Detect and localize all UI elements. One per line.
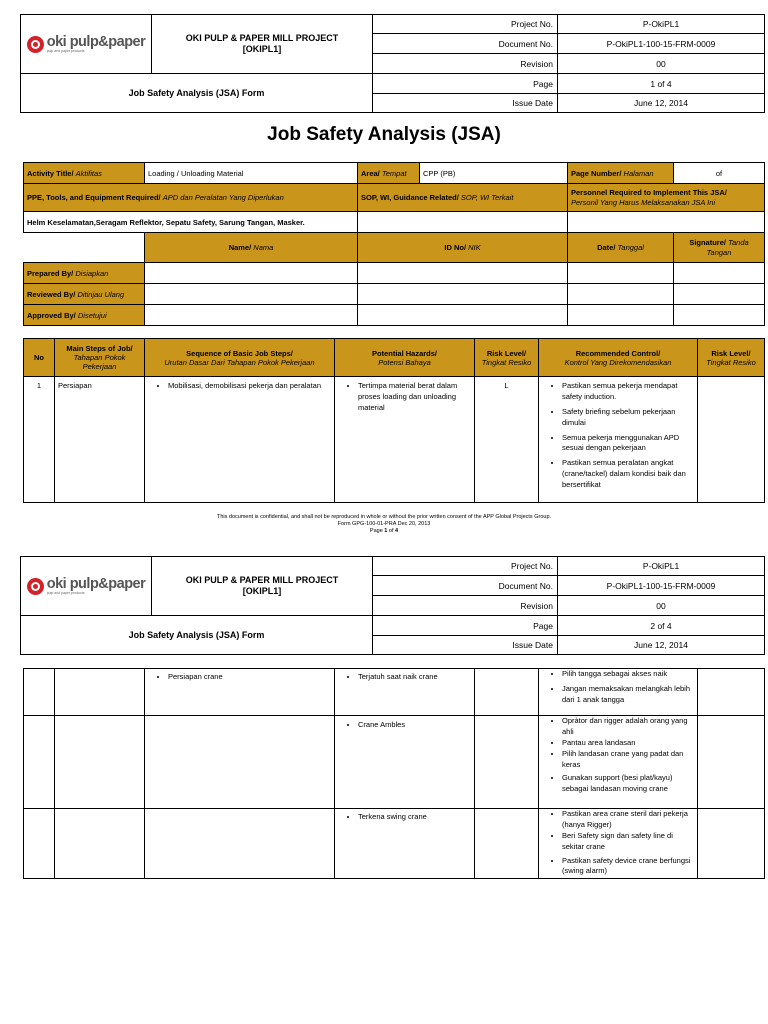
form-title: Job Safety Analysis (JSA) Form — [21, 74, 373, 113]
form-title: Job Safety Analysis (JSA) Form — [21, 616, 373, 655]
col-main-steps-header: Main Steps of Job/ Tahapan Pokok Pekerjaan — [55, 339, 145, 377]
sop-value — [358, 212, 568, 233]
reviewed-name — [145, 284, 358, 305]
project-no-label: Project No. — [373, 15, 558, 34]
approved-date — [568, 305, 674, 326]
list-item: • Persiapan crane — [168, 672, 331, 683]
row-main-step — [55, 809, 145, 879]
list-item: • Pastikan semua pekerja mendapat safety induction. — [562, 381, 694, 403]
ppe-label: PPE, Tools, and Equipment Required/ APD dan Peralatan Yang Diperlukan — [24, 184, 358, 212]
document-no-label: Document No. — [373, 34, 558, 54]
logo-name: oki pulp&paper — [46, 575, 146, 592]
row-risk2 — [698, 377, 765, 503]
col-risk2-header: Risk Level/ Tingkat Resiko — [698, 339, 765, 377]
approved-id — [358, 305, 568, 326]
row-hazards — [335, 716, 475, 809]
list-item: • Pilih tangga sebagai akses naik — [562, 669, 694, 680]
approved-signature — [674, 305, 765, 326]
project-code: [OKIPL1] — [242, 44, 282, 54]
revision-label: Revision — [373, 54, 558, 74]
project-no-label: Project No. — [373, 557, 558, 576]
page-footer — [0, 514, 768, 535]
row-risk2 — [698, 809, 765, 879]
prepared-signature — [674, 263, 765, 284]
row-risk — [475, 716, 539, 809]
logo-name: oki pulp&paper — [46, 33, 146, 50]
ppe-value: Helm Keselamatan,Seragam Reflektor, Sepatu Safety, Sarung Tangan, Masker. — [24, 212, 358, 233]
row-no — [24, 669, 55, 716]
jsa-steps-table — [23, 338, 765, 503]
row-controls — [539, 377, 698, 503]
issue-date-label: Issue Date — [373, 636, 558, 655]
activity-title-label: Activity Title/ Aktifitas — [24, 163, 145, 184]
area-label: Area/ Tempat — [358, 163, 420, 184]
project-no-value: P-OkiPL1 — [558, 15, 765, 34]
table-row — [24, 809, 765, 879]
row-no — [24, 809, 55, 879]
jsa-steps-table-continued — [23, 668, 765, 879]
company-logo — [21, 15, 152, 74]
row-main-step — [55, 716, 145, 809]
col-sequence-header: Sequence of Basic Job Steps/ Urutan Dasar Dari Tahapan Pokok Pekerjaan — [145, 339, 335, 377]
reviewed-signature — [674, 284, 765, 305]
row-sequence — [145, 669, 335, 716]
row-controls — [539, 669, 698, 716]
list-item: • Pantau area landasan — [562, 738, 694, 749]
row-risk2 — [698, 716, 765, 809]
col-control-header: Recommended Control/ Kontrol Yang Direkomendasikan — [539, 339, 698, 377]
document-no-value: P-OkiPL1-100-15-FRM-0009 — [558, 34, 765, 54]
prepared-date — [568, 263, 674, 284]
project-code: [OKIPL1] — [242, 586, 282, 596]
list-item: • Crane Ambles — [358, 720, 471, 731]
list-item: • Beri Safety sign dan safety line di sekitar crane — [562, 831, 694, 853]
activity-title-value: Loading / Unloading Material — [145, 163, 358, 184]
page1-header — [20, 14, 765, 113]
form-reference: Form GPG-100-01-PRA Dec 20, 2013 — [337, 521, 431, 528]
page-number-label: Page Number/ Halaman — [568, 163, 674, 184]
document-no-value: P-OkiPL1-100-15-FRM-0009 — [558, 576, 765, 596]
project-title: OKI PULP & PAPER MILL PROJECT — [185, 575, 339, 586]
project-no-value: P-OkiPL1 — [558, 557, 765, 576]
table-row — [24, 669, 765, 716]
prepared-name — [145, 263, 358, 284]
issue-date-value: June 12, 2014 — [558, 94, 765, 113]
list-item: • Semua pekerja menggunakan APD sesuai dengan pekerjaan — [562, 433, 694, 455]
project-title-cell — [152, 557, 373, 616]
revision-value: 00 — [558, 596, 765, 616]
signoff-spacer — [24, 233, 145, 263]
row-risk — [475, 809, 539, 879]
page-label: Page — [373, 74, 558, 94]
row-hazards — [335, 377, 475, 503]
list-item: • Pastikan safety device crane berfungsi (swing alarm) — [562, 856, 694, 878]
confidential-notice: This document is confidential, and shall not be reproduced in whole or without the prior written consent of the APP Global Projects Group. — [216, 514, 552, 520]
row-controls — [539, 716, 698, 809]
prepared-id — [358, 263, 568, 284]
project-title: OKI PULP & PAPER MILL PROJECT — [185, 33, 339, 44]
list-item: • Terkena swing crane — [358, 812, 471, 823]
row-controls — [539, 809, 698, 879]
row-main-step: Persiapan — [55, 377, 145, 503]
list-item: • Mobilisasi, demobilisasi pekerja dan peralatan — [168, 381, 331, 392]
page-value: 1 of 4 — [558, 74, 765, 94]
date-header: Date/ Tanggal — [568, 233, 674, 263]
page-label: Page — [373, 616, 558, 636]
row-risk: L — [475, 377, 539, 503]
row-risk — [475, 669, 539, 716]
approved-name — [145, 305, 358, 326]
revision-label: Revision — [373, 596, 558, 616]
logo-mark-icon — [27, 36, 44, 53]
table-row — [24, 716, 765, 809]
approved-by-label: Approved By/ Disetujui — [24, 305, 145, 326]
list-item: • Pilih landasan crane yang padat dan keras — [562, 749, 694, 771]
row-no — [24, 716, 55, 809]
id-header: ID No/ NIK — [358, 233, 568, 263]
row-sequence — [145, 809, 335, 879]
logo-subtitle: pulp and paper products — [46, 591, 85, 595]
name-header: Name/ Nama — [145, 233, 358, 263]
revision-value: 00 — [558, 54, 765, 74]
list-item: • Terjatuh saat naik crane — [358, 672, 471, 683]
issue-date-label: Issue Date — [373, 94, 558, 113]
reviewed-id — [358, 284, 568, 305]
list-item: • Gunakan support (besi plat/kayu) sebagai landasan moving crane — [562, 773, 694, 795]
area-value: CPP (PB) — [420, 163, 568, 184]
company-logo — [21, 557, 152, 616]
row-main-step — [55, 669, 145, 716]
table-row — [24, 377, 765, 503]
list-item: • Opràtor dan rigger adalah orang yang ahli — [562, 716, 694, 738]
logo-mark-icon — [27, 578, 44, 595]
page2-header — [20, 556, 765, 655]
page-number-value: of — [674, 163, 765, 184]
reviewed-by-label: Reviewed By/ Ditinjau Ulang — [24, 284, 145, 305]
list-item: • Pastikan semua peralatan angkat (crane/tackel) dalam kondisi baik dan bersertifikat — [562, 458, 694, 491]
personnel-label: Personnel Required to Implement This JSA/ Personil Yang Harus Melaksanakan JSA Ini — [568, 184, 765, 212]
sop-label: SOP, WI, Guidance Related/ SOP, WI Terkait — [358, 184, 568, 212]
row-no: 1 — [24, 377, 55, 503]
list-item: • Tertimpa material berat dalam proses loading dan unloading material — [358, 381, 471, 414]
main-title: Job Safety Analysis (JSA) — [267, 124, 501, 145]
jsa-info-table — [23, 162, 765, 326]
col-hazards-header: Potential Hazards/ Potensi Bahaya — [335, 339, 475, 377]
project-title-cell — [152, 15, 373, 74]
col-risk-header: Risk Level/ Tingkat Resiko — [475, 339, 539, 377]
prepared-by-label: Prepared By/ Disiapkan — [24, 263, 145, 284]
page-indicator: Page 1 of 4 — [369, 528, 399, 535]
row-sequence — [145, 716, 335, 809]
document-no-label: Document No. — [373, 576, 558, 596]
signature-header: Signature/ Tanda Tangan — [674, 233, 765, 263]
list-item: • Jangan memaksakan melangkah lebih dari 1 anak tangga — [562, 684, 694, 706]
row-risk2 — [698, 669, 765, 716]
row-hazards — [335, 809, 475, 879]
reviewed-date — [568, 284, 674, 305]
row-sequence — [145, 377, 335, 503]
personnel-value — [568, 212, 765, 233]
issue-date-value: June 12, 2014 — [558, 636, 765, 655]
list-item: • Pastikan area crane steril dari pekerja (hanya Rigger) — [562, 809, 694, 831]
col-no-header: No — [24, 339, 55, 377]
list-item: • Safety briefing sebelum pekerjaan dimulai — [562, 407, 694, 429]
page-value: 2 of 4 — [558, 616, 765, 636]
logo-subtitle: pulp and paper products — [46, 49, 85, 53]
row-hazards — [335, 669, 475, 716]
